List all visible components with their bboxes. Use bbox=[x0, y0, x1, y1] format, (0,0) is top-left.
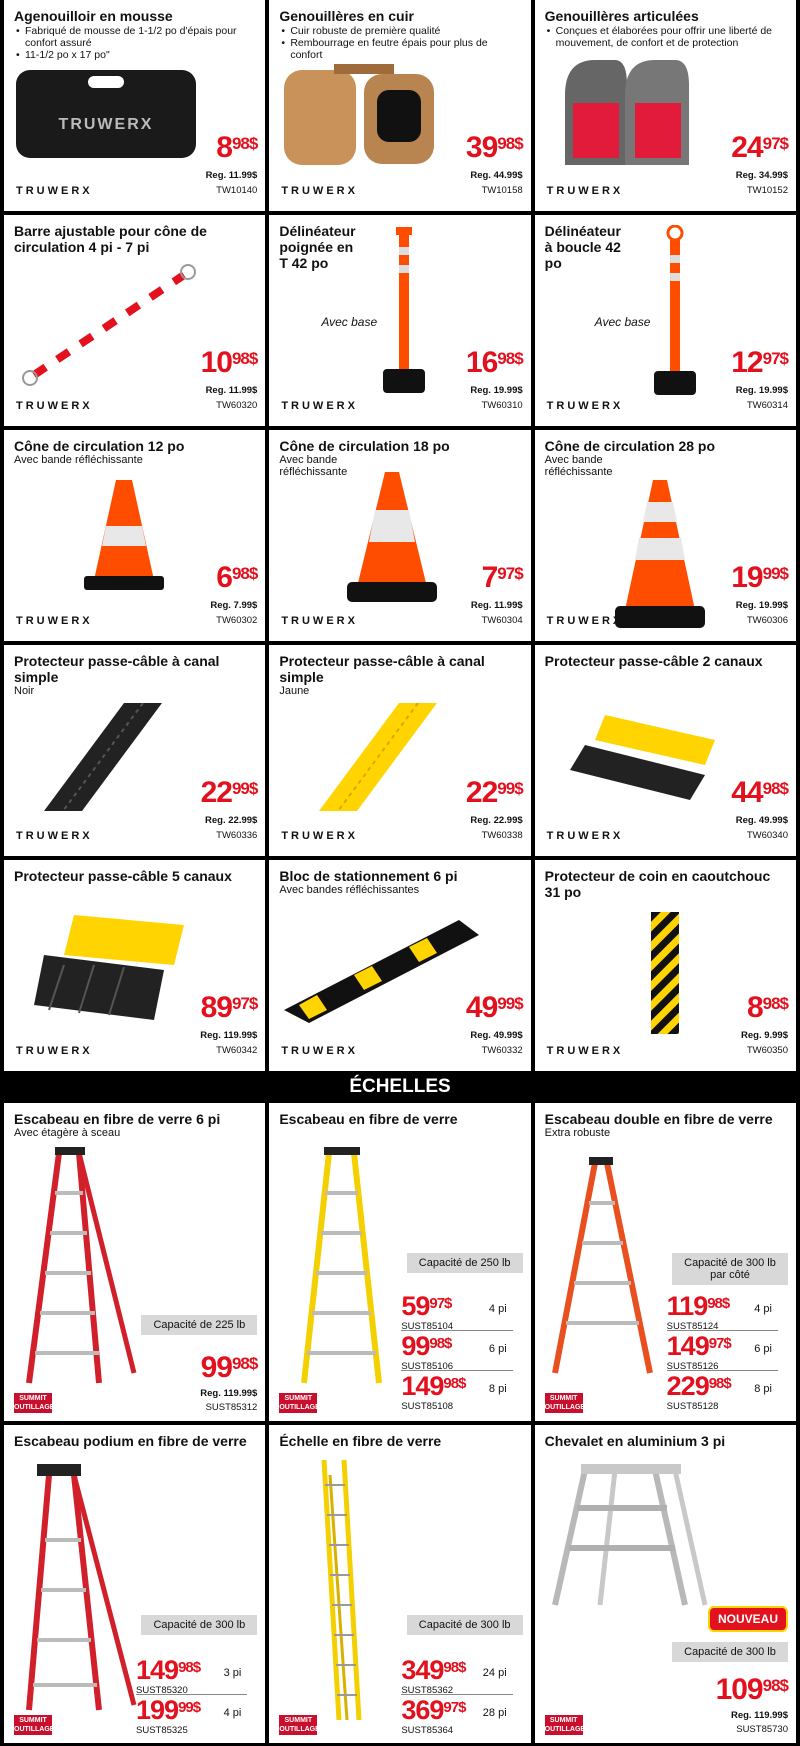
product-card[interactable] bbox=[4, 0, 265, 211]
product-title: Cône de circulation 28 po bbox=[544, 438, 716, 454]
sku: TW10140 bbox=[216, 185, 258, 196]
capacity-box: Capacité de 250 lb bbox=[407, 1253, 523, 1273]
summit-logo: SUMMIT OUTILLAGE bbox=[279, 1395, 320, 1411]
truwerx-logo: TRUWERX bbox=[16, 400, 93, 412]
cable-protector-2ch-image bbox=[565, 705, 715, 805]
size: 3 pi bbox=[223, 1667, 242, 1679]
product-card[interactable] bbox=[4, 215, 265, 426]
double-ladder-image bbox=[545, 1153, 665, 1383]
regular-price: Reg. 11.99$ bbox=[205, 385, 258, 396]
product-subtitle: Avec bande réfléchissante bbox=[279, 454, 348, 478]
price-row bbox=[401, 1697, 522, 1737]
product-subtitle: Extra robuste bbox=[544, 1127, 611, 1139]
sale-price: 7 97$ bbox=[481, 561, 523, 594]
ladder-card[interactable] bbox=[4, 1425, 265, 1743]
sale-price: 12 97$ bbox=[731, 346, 788, 379]
product-title: Protecteur passe-câble 5 canaux bbox=[14, 868, 232, 884]
product-title: Protecteur passe-câble à canal simple bbox=[279, 653, 485, 685]
cable-protector-yellow-image bbox=[319, 703, 449, 813]
ladder-card[interactable] bbox=[269, 1103, 530, 1421]
sku: SUST85730 bbox=[736, 1724, 788, 1735]
sku: SUST85108 bbox=[401, 1401, 454, 1412]
truwerx-logo: TRUWERX bbox=[16, 615, 93, 627]
truwerx-logo: TRUWERX bbox=[281, 185, 358, 197]
regular-price: Reg. 49.99$ bbox=[735, 815, 788, 826]
bullet: • Cuir robuste de première qualité bbox=[281, 25, 520, 37]
size: 28 pi bbox=[482, 1707, 507, 1719]
sale-price: 99 98$ bbox=[401, 1331, 452, 1361]
regular-price: Reg. 22.99$ bbox=[205, 815, 258, 826]
product-card[interactable] bbox=[4, 645, 265, 856]
product-title: Barre ajustable pour cône de circulation 4 pi - 7 pi bbox=[14, 223, 207, 255]
price-row bbox=[401, 1333, 522, 1373]
product-note: Avec base bbox=[594, 315, 651, 329]
ladder-card[interactable] bbox=[535, 1103, 796, 1421]
sku: TW60314 bbox=[746, 400, 788, 411]
size: 4 pi bbox=[488, 1303, 507, 1315]
truwerx-logo: TRUWERX bbox=[281, 1045, 358, 1057]
product-card[interactable] bbox=[269, 0, 530, 211]
product-title: Escabeau en fibre de verre bbox=[279, 1111, 458, 1127]
product-card[interactable] bbox=[535, 645, 796, 856]
product-title: Protecteur passe-câble 2 canaux bbox=[544, 653, 763, 669]
price-row bbox=[667, 1373, 788, 1413]
sale-price: 8 98$ bbox=[746, 991, 788, 1024]
truwerx-logo: TRUWERX bbox=[546, 185, 624, 197]
sale-price: 149 98$ bbox=[136, 1655, 201, 1685]
sku: TW60332 bbox=[481, 1045, 523, 1056]
capacity-box: Capacité de 300 lb par côté bbox=[672, 1253, 788, 1285]
regular-price: Reg. 119.99$ bbox=[730, 1710, 788, 1721]
sku: SUST85126 bbox=[666, 1361, 719, 1372]
sale-price: 22 99$ bbox=[200, 776, 258, 809]
sale-price: 89 97$ bbox=[200, 991, 258, 1024]
sale-price: 119 98$ bbox=[666, 1291, 730, 1321]
sale-price: 199 99$ bbox=[136, 1695, 201, 1725]
product-card[interactable] bbox=[4, 430, 265, 641]
product-card[interactable] bbox=[4, 860, 265, 1071]
truwerx-logo: TRUWERX bbox=[281, 400, 358, 412]
regular-price: Reg. 7.99$ bbox=[210, 600, 258, 611]
product-title: Cône de circulation 18 po bbox=[279, 438, 450, 454]
regular-price: Reg. 19.99$ bbox=[470, 385, 523, 396]
product-title: Cône de circulation 12 po bbox=[14, 438, 185, 454]
sale-price: 229 98$ bbox=[666, 1371, 731, 1401]
sku: TW60310 bbox=[481, 400, 523, 411]
product-subtitle: Jaune bbox=[279, 685, 310, 697]
product-bullets bbox=[4, 24, 265, 61]
cable-protector-black-image bbox=[44, 703, 174, 813]
sale-price: 19 99$ bbox=[731, 561, 788, 594]
sku: SUST85104 bbox=[401, 1321, 454, 1332]
regular-price: Reg. 119.99$ bbox=[200, 1388, 258, 1399]
product-note: Avec base bbox=[321, 315, 378, 329]
product-title: Escabeau double en fibre de verre bbox=[544, 1111, 773, 1127]
sale-price: 349 98$ bbox=[401, 1655, 466, 1685]
yellow-ladder-image bbox=[294, 1143, 394, 1393]
product-card[interactable] bbox=[269, 215, 530, 426]
sku: TW60306 bbox=[746, 615, 788, 626]
sku: TW10152 bbox=[746, 185, 788, 196]
leather-knee-pads-image bbox=[279, 62, 449, 172]
size: 6 pi bbox=[754, 1343, 772, 1355]
sale-price: 39 98$ bbox=[465, 131, 523, 164]
product-bullets bbox=[269, 24, 530, 61]
product-subtitle: Avec bande réfléchissante bbox=[544, 454, 613, 478]
sku: TW60342 bbox=[216, 1045, 258, 1056]
corner-guard-image bbox=[645, 908, 685, 1038]
product-card[interactable] bbox=[535, 430, 796, 641]
product-card[interactable] bbox=[269, 645, 530, 856]
regular-price: Reg. 44.99$ bbox=[470, 170, 523, 181]
truwerx-logo: TRUWERX bbox=[281, 615, 358, 627]
product-card[interactable] bbox=[535, 215, 796, 426]
product-subtitle: Avec bande réfléchissante bbox=[14, 454, 143, 466]
size: 4 pi bbox=[223, 1707, 242, 1719]
sale-price: 59 97$ bbox=[401, 1291, 452, 1321]
product-title: Délinéateur à boucle 42 po bbox=[544, 223, 621, 271]
sale-price: 24 97$ bbox=[731, 131, 788, 164]
kneeling-pad-image bbox=[16, 70, 196, 158]
sku: TW60350 bbox=[746, 1045, 788, 1056]
sku: SUST85128 bbox=[666, 1401, 719, 1412]
truwerx-logo: TRUWERX bbox=[546, 1045, 624, 1057]
summit-logo: SUMMIT OUTILLAGE bbox=[544, 1717, 586, 1733]
regular-price: Reg. 22.99$ bbox=[470, 815, 523, 826]
size: 4 pi bbox=[754, 1303, 772, 1315]
cone-12-image bbox=[84, 480, 164, 595]
section-banner: ÉCHELLES bbox=[0, 1071, 800, 1103]
ladder-card[interactable] bbox=[4, 1103, 265, 1421]
product-card[interactable] bbox=[535, 0, 796, 211]
price-row bbox=[667, 1293, 788, 1333]
summit-logo: SUMMIT OUTILLAGE bbox=[544, 1395, 586, 1411]
fiberglass-ladder-image bbox=[19, 1143, 139, 1393]
product-title: Escabeau en fibre de verre 6 pi bbox=[14, 1111, 221, 1127]
regular-price: Reg. 9.99$ bbox=[741, 1030, 788, 1041]
size: 24 pi bbox=[482, 1667, 507, 1679]
sale-price: 149 97$ bbox=[666, 1331, 731, 1361]
parking-block-image bbox=[279, 915, 479, 1025]
sku: TW10158 bbox=[481, 185, 523, 196]
product-bullets bbox=[535, 24, 796, 49]
bullet: • 11-1/2 po x 17 po" bbox=[16, 49, 255, 61]
truwerx-logo: TRUWERX bbox=[546, 830, 624, 842]
sale-price: 8 98$ bbox=[216, 131, 258, 164]
sale-price: 44 98$ bbox=[731, 776, 788, 809]
summit-logo: SUMMIT OUTILLAGE bbox=[14, 1717, 55, 1733]
product-title: Genouillères en cuir bbox=[279, 8, 414, 24]
capacity-box: Capacité de 225 lb bbox=[141, 1315, 257, 1335]
ladder-grid bbox=[0, 1103, 800, 1743]
bullet: • Rembourrage en feutre épais pour plus de confort bbox=[281, 37, 520, 61]
truwerx-logo: TRUWERX bbox=[546, 615, 624, 627]
product-subtitle: Noir bbox=[14, 685, 35, 697]
summit-logo: SUMMIT OUTILLAGE bbox=[14, 1395, 55, 1411]
price-row bbox=[401, 1373, 522, 1413]
sku: SUST85325 bbox=[136, 1725, 188, 1736]
kneeling-pad-logo: TRUWERX bbox=[58, 116, 154, 133]
sku: SUST85106 bbox=[401, 1361, 454, 1372]
sku: SUST85364 bbox=[401, 1725, 454, 1736]
product-subtitle: Avec bandes réfléchissantes bbox=[279, 884, 420, 896]
cone-18-image bbox=[347, 472, 437, 607]
t-delineator-image bbox=[379, 227, 429, 397]
truwerx-logo: TRUWERX bbox=[16, 1045, 93, 1057]
price-row bbox=[667, 1333, 788, 1373]
articulated-knee-pads-image bbox=[555, 55, 705, 175]
sale-price: 99 98$ bbox=[200, 1351, 258, 1384]
summit-logo: SUMMIT OUTILLAGE bbox=[279, 1717, 320, 1733]
regular-price: Reg. 49.99$ bbox=[470, 1030, 523, 1041]
regular-price: Reg. 19.99$ bbox=[735, 385, 788, 396]
product-title: Agenouilloir en mousse bbox=[14, 8, 173, 24]
regular-price: Reg. 11.99$ bbox=[205, 170, 258, 181]
sku: TW60336 bbox=[216, 830, 258, 841]
aluminium-trestle-image bbox=[545, 1460, 715, 1610]
sku: SUST85312 bbox=[205, 1402, 258, 1413]
regular-price: Reg. 34.99$ bbox=[735, 170, 788, 181]
product-title: Genouillères articulées bbox=[544, 8, 699, 24]
sale-price: 16 98$ bbox=[465, 346, 523, 379]
sale-price: 10 98$ bbox=[200, 346, 258, 379]
sale-price: 22 99$ bbox=[465, 776, 523, 809]
sku: SUST85320 bbox=[136, 1685, 188, 1696]
product-card[interactable] bbox=[269, 430, 530, 641]
capacity-box: Capacité de 300 lb bbox=[672, 1642, 788, 1662]
size: 8 pi bbox=[754, 1383, 772, 1395]
product-subtitle: Avec étagère à sceau bbox=[14, 1127, 121, 1139]
product-title: Bloc de stationnement 6 pi bbox=[279, 868, 458, 884]
product-card[interactable] bbox=[269, 860, 530, 1071]
sale-price: 49 99$ bbox=[465, 991, 523, 1024]
new-badge: NOUVEAU bbox=[708, 1606, 788, 1632]
bullet: • Conçues et élaborées pour offrir une liberté de mouvement, de confort et de protection bbox=[547, 25, 786, 49]
price-row bbox=[401, 1657, 522, 1697]
sku: TW60320 bbox=[216, 400, 258, 411]
size: 8 pi bbox=[488, 1383, 507, 1395]
sale-price: 6 98$ bbox=[216, 561, 258, 594]
ladder-card[interactable] bbox=[269, 1425, 530, 1743]
truwerx-logo: TRUWERX bbox=[546, 400, 624, 412]
price-row bbox=[136, 1697, 257, 1737]
bullet: • Fabriqué de mousse de 1-1/2 po d'épais pour confort assuré bbox=[16, 25, 255, 49]
cable-protector-5ch-image bbox=[34, 915, 184, 1025]
truwerx-logo: TRUWERX bbox=[281, 830, 358, 842]
price-row bbox=[136, 1657, 257, 1697]
price-row bbox=[401, 1293, 522, 1333]
capacity-box: Capacité de 300 lb bbox=[141, 1615, 257, 1635]
product-title: Escabeau podium en fibre de verre bbox=[14, 1433, 247, 1449]
sku: SUST85362 bbox=[401, 1685, 454, 1696]
extension-ladder-image bbox=[314, 1455, 374, 1725]
sale-price: 149 98$ bbox=[401, 1371, 466, 1401]
truwerx-logo: TRUWERX bbox=[16, 830, 93, 842]
product-title: Délinéateur poignée en T 42 po bbox=[279, 223, 356, 271]
product-title: Protecteur passe-câble à canal simple bbox=[14, 653, 220, 685]
sku: TW60304 bbox=[481, 615, 523, 626]
product-title: Chevalet en aluminium 3 pi bbox=[544, 1433, 726, 1449]
ladder-card[interactable] bbox=[535, 1425, 796, 1743]
cone-bar-image bbox=[14, 260, 204, 390]
regular-price: Reg. 19.99$ bbox=[735, 600, 788, 611]
sku: TW60340 bbox=[746, 830, 788, 841]
product-title: Protecteur de coin en caoutchouc 31 po bbox=[544, 868, 771, 900]
product-title: Échelle en fibre de verre bbox=[279, 1433, 442, 1449]
regular-price: Reg. 119.99$ bbox=[200, 1030, 258, 1041]
capacity-box: Capacité de 300 lb bbox=[407, 1615, 523, 1635]
sku: SUST85124 bbox=[666, 1321, 719, 1332]
regular-price: Reg. 11.99$ bbox=[470, 600, 523, 611]
sku: TW60302 bbox=[216, 615, 258, 626]
cone-28-image bbox=[615, 480, 705, 630]
product-card[interactable] bbox=[535, 860, 796, 1071]
size: 6 pi bbox=[488, 1343, 507, 1355]
truwerx-logo: TRUWERX bbox=[16, 185, 93, 197]
sku: TW60338 bbox=[481, 830, 523, 841]
sale-price: 109 98$ bbox=[715, 1673, 788, 1706]
sale-price: 369 97$ bbox=[401, 1695, 466, 1725]
podium-ladder-image bbox=[19, 1460, 139, 1720]
loop-delineator-image bbox=[650, 225, 700, 397]
